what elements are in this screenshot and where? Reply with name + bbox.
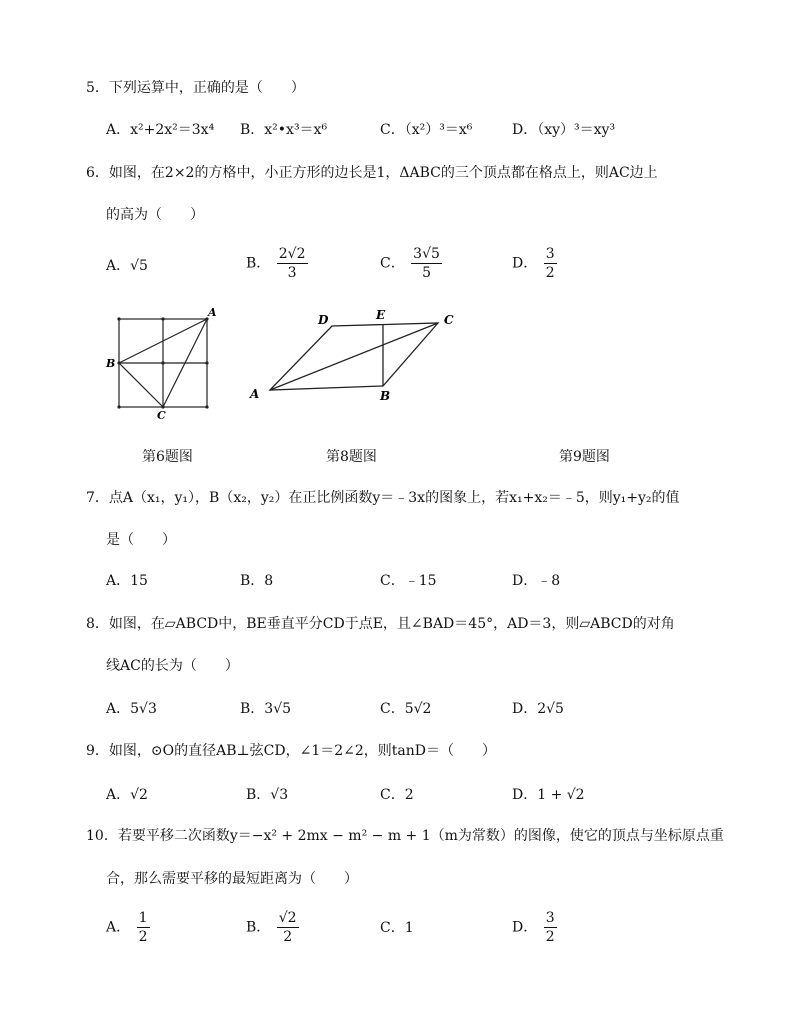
q10-option-b [246, 910, 299, 945]
q9-option-d: D．1 + √2 [512, 787, 585, 803]
fig6-label-c: C [157, 409, 166, 420]
q10-option-a [106, 910, 150, 945]
q8-option-a: A．5√3 [106, 701, 157, 717]
q7-stem-line2: 是（ ） [106, 532, 176, 548]
q6-option-c [380, 246, 442, 281]
q6-option-c-denominator: 5 [422, 265, 431, 281]
q5-option-b: B．x²•x³＝x⁶ [240, 122, 328, 138]
fig6-label-a: A [208, 306, 217, 319]
q9-option-b: B．√3 [246, 787, 289, 803]
q8-option-b: B．3√5 [240, 701, 292, 717]
q7-option-c: C．﹣15 [380, 573, 437, 589]
q9-stem: 9．如图，⊙O的直径AB⊥弦CD，∠1＝2∠2，则tanD＝（ ） [86, 743, 497, 759]
q10-option-b-numerator: √2 [278, 910, 297, 926]
q5-option-a: A．x²+2x²＝3x⁴ [106, 122, 215, 138]
q10-option-a-numerator: 1 [138, 910, 148, 926]
q5-option-d: D．（xy）³＝xy³ [512, 122, 616, 138]
q6-stem-line2: 的高为（ ） [106, 207, 204, 223]
q6-option-b [246, 246, 308, 281]
fig8-label-a: A [250, 387, 260, 401]
q6-option-c-label: C． [380, 255, 405, 272]
q6-option-b-denominator: 3 [287, 265, 297, 281]
q7-option-b: B．8 [240, 573, 274, 589]
q8-option-c: C．5√2 [380, 701, 432, 717]
q8-stem-line1: 8．如图，在▱ABCD中，BE垂直平分CD于点E，且∠BAD＝45°，AD＝3，则▱ABCD的对角 [86, 616, 675, 632]
fig8-label-b: B [380, 389, 391, 403]
q6-option-d-numerator: 3 [545, 246, 555, 262]
fig6-label-b: B [106, 357, 116, 370]
fig6-caption: 第6题图 [142, 449, 193, 465]
fig9-caption: 第9题图 [559, 449, 610, 465]
q6-option-c-fraction [411, 246, 442, 281]
q9-option-a: A．√2 [106, 787, 148, 803]
fig8-diagonal-ac [270, 323, 438, 390]
q10-option-b-fraction [277, 910, 299, 945]
q10-stem-line2: 合，那么需要平移的最短距离为（ ） [106, 871, 358, 887]
q6-option-d-fraction [544, 246, 557, 281]
q6-option-b-numerator: 2√2 [278, 246, 306, 262]
q6-option-a-label: A． [106, 258, 131, 274]
q5-option-c: C．（x²）³＝x⁶ [380, 122, 473, 138]
q7-stem-line1: 7．点A（x₁，y₁），B（x₂，y₂）在正比例函数y＝﹣3x的图象上，若x₁+x₂＝﹣5，则y₁+y₂的值 [86, 490, 680, 506]
q10-option-d-denominator: 2 [545, 929, 555, 945]
q6-option-b-label: B． [246, 255, 271, 272]
fig8-caption: 第8题图 [326, 449, 377, 465]
q10-option-d [512, 910, 557, 945]
q10-option-d-fraction [544, 910, 557, 945]
q5-stem: 5．下列运算中，正确的是（ ） [86, 80, 305, 96]
figure-8-parallelogram [240, 300, 470, 410]
q8-option-d: D．2√5 [512, 701, 564, 717]
q6-stem-line1: 6．如图，在2×2的方格中，小正方形的边长是1，ΔABC的三个顶点都在格点上，则AC边上 [86, 165, 658, 181]
q10-option-b-label: B． [246, 919, 271, 936]
q10-option-d-label: D． [512, 919, 538, 936]
fig8-label-c: C [444, 313, 454, 327]
q10-option-a-label: A． [106, 919, 131, 936]
q6-option-b-fraction [277, 246, 308, 281]
q10-option-b-denominator: 2 [283, 929, 293, 945]
q10-option-d-numerator: 3 [545, 910, 555, 926]
q7-option-a: A．15 [106, 573, 148, 589]
q10-option-a-denominator: 2 [138, 929, 148, 945]
q6-option-a [106, 256, 148, 276]
q10-option-c: C．1 [380, 920, 414, 936]
q6-option-d-label: D． [512, 255, 538, 272]
fig8-label-e: E [376, 308, 386, 322]
fig8-label-d: D [318, 313, 329, 327]
q7-option-d: D．﹣8 [512, 573, 561, 589]
q9-option-c: C．2 [380, 787, 414, 803]
q10-stem-line1: 10．若要平移二次函数y＝−x² + 2mx − m² − m + 1（m为常数）的图像，使它的顶点与坐标原点重 [86, 828, 724, 844]
fig6-segment-bc [119, 363, 163, 407]
q6-option-d [512, 246, 557, 281]
q10-option-a-fraction [137, 910, 150, 945]
q6-option-c-numerator: 3√5 [413, 246, 440, 262]
q6-option-d-denominator: 2 [545, 265, 555, 281]
q8-stem-line2: 线AC的长为（ ） [106, 658, 239, 674]
figure-6-grid [100, 300, 230, 420]
q6-option-a-value: √5 [130, 258, 148, 274]
